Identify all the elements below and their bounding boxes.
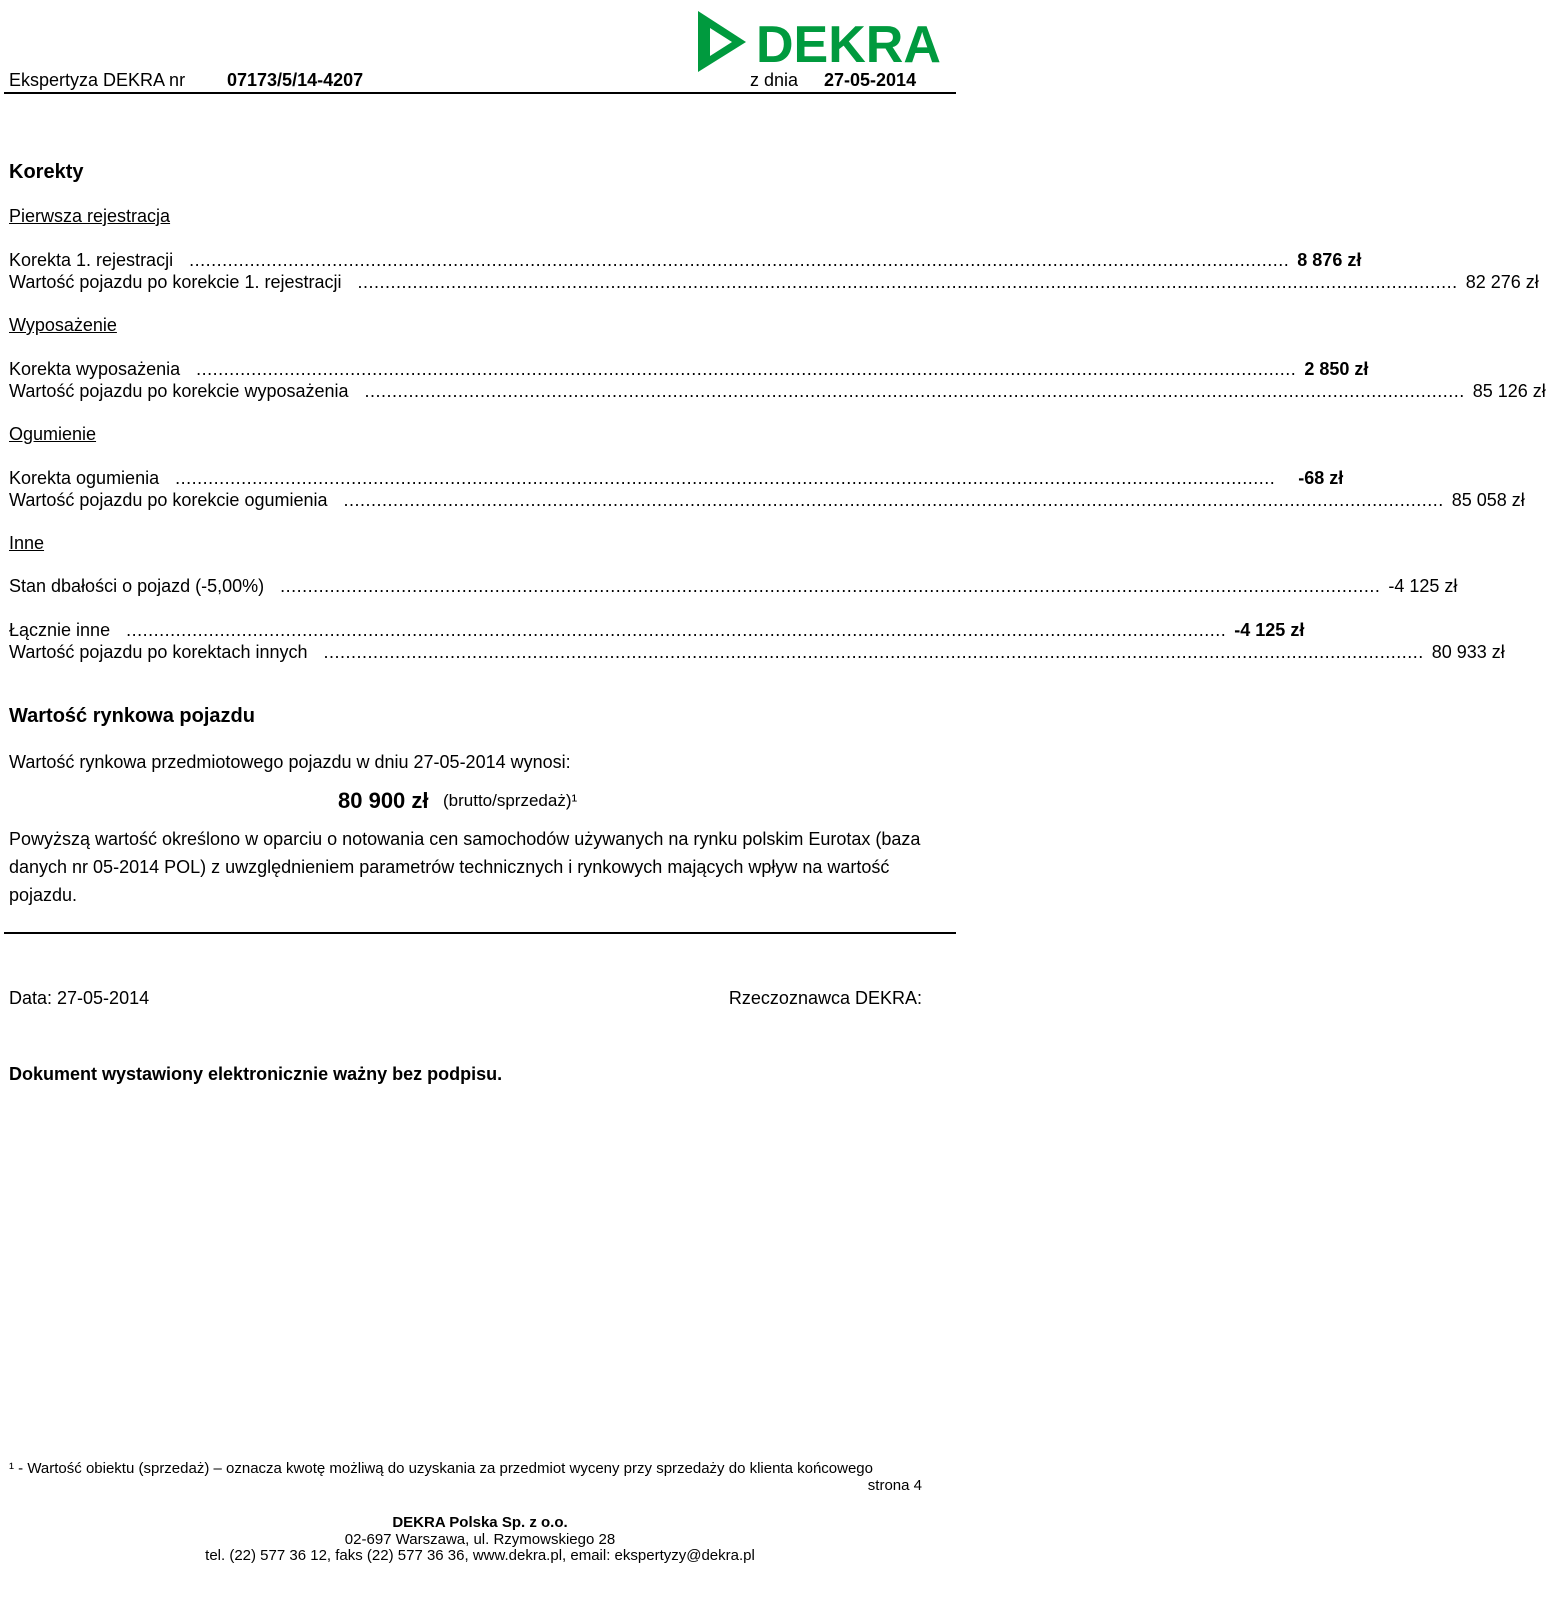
row-value: -4 125 zł (1234, 620, 1305, 640)
dekra-logo (698, 6, 956, 76)
row-label: Korekta 1. rejestracji (9, 250, 174, 270)
row-value: 80 933 zł (1431, 642, 1505, 662)
row-label: Korekta wyposażenia (9, 359, 181, 379)
dot-leader: ........................................................................................................................................................................................................ (343, 490, 1444, 510)
dot-leader: ........................................................................................................................................................................................................ (189, 250, 1290, 270)
group-title-other: Inne (9, 533, 45, 553)
row-label: Stan dbałości o pojazd (-5,00%) (9, 576, 265, 596)
section-divider (4, 932, 956, 934)
page-number: strona 4 (867, 1477, 922, 1494)
logo-wordmark: DEKRA (756, 16, 941, 74)
row-value: -68 zł (1298, 468, 1344, 488)
row-care-condition (9, 576, 1458, 598)
header-date-prefix: z dnia (750, 70, 799, 90)
group-title-tyres: Ogumienie (9, 424, 97, 444)
footer-company: DEKRA Polska Sp. z o.o. (392, 1514, 568, 1531)
row-label: Wartość pojazdu po korektach innych (9, 642, 308, 662)
dot-leader: ........................................................................................................................................................................................................ (323, 642, 1424, 662)
dot-leader: ........................................................................................................................................................................................................ (126, 620, 1227, 640)
group-title-first-registration: Pierwsza rejestracja (9, 206, 171, 226)
row-tyres-correction (9, 468, 1344, 490)
market-value-title: Wartość rynkowa pojazdu (9, 705, 255, 727)
row-value: 85 058 zł (1451, 490, 1525, 510)
row-equipment-correction (9, 359, 1369, 381)
row-label: Łącznie inne (9, 620, 111, 640)
market-value-note: (brutto/sprzedaż)¹ (443, 791, 578, 810)
dot-leader: ........................................................................................................................................................................................................ (280, 576, 1381, 596)
row-label: Korekta ogumienia (9, 468, 160, 488)
row-label: Wartość pojazdu po korekcie ogumienia (9, 490, 328, 510)
dot-leader: ........................................................................................................................................................................................................ (196, 359, 1297, 379)
expertise-number: 07173/5/14-4207 (227, 70, 364, 90)
row-value-after-equipment (9, 381, 1546, 403)
market-value-description: Powyższą wartość określono w oparciu o notowania cen samochodów używanych na rynku polskim Eurotax (baza danych nr 05-2014 POL) z uwzględnieniem parametrów technicznych i rynkowych mających wpływ na wartość pojazdu. (9, 829, 921, 905)
electronic-document-note: Dokument wystawiony elektronicznie ważny bez podpisu. (9, 1064, 503, 1084)
row-other-total (9, 620, 1305, 642)
footer-address: 02-697 Warszawa, ul. Rzymowskiego 28 (344, 1531, 616, 1548)
header-title-prefix: Ekspertyza DEKRA nr (9, 70, 186, 90)
row-value: 8 876 zł (1297, 250, 1362, 270)
expert-label: Rzeczoznawca DEKRA: (728, 988, 922, 1008)
footer-contact: tel. (22) 577 36 12, faks (22) 577 36 36, www.dekra.pl, email: ekspertyzy@dekra.pl (205, 1547, 755, 1564)
dot-leader: ........................................................................................................................................................................................................ (357, 272, 1458, 292)
row-label: Wartość pojazdu po korekcie wyposażenia (9, 381, 349, 401)
row-value-after-tyres (9, 490, 1525, 512)
dot-leader: ........................................................................................................................................................................................................ (175, 468, 1276, 488)
header-date: 27-05-2014 (824, 70, 917, 90)
market-value-amount: 80 900 zł (338, 788, 429, 813)
header-divider (4, 92, 956, 94)
group-title-equipment: Wyposażenie (9, 315, 117, 335)
row-value: 85 126 zł (1472, 381, 1546, 401)
section-title: Korekty (9, 161, 84, 183)
row-label: Wartość pojazdu po korekcie 1. rejestracji (9, 272, 342, 292)
row-value-after-first-registration (9, 272, 1539, 294)
row-value: -4 125 zł (1388, 576, 1458, 596)
footnote: ¹ - Wartość obiektu (sprzedaż) – oznacza kwotę możliwą do uzyskania za przedmiot wyceny przy sprzedaży do klienta końcowego (9, 1460, 873, 1477)
market-value-intro: Wartość rynkowa przedmiotowego pojazdu w dniu 27-05-2014 wynosi: (9, 752, 571, 772)
row-value-after-other (9, 642, 1505, 664)
row-first-registration-correction (9, 250, 1362, 272)
signature-date: Data: 27-05-2014 (9, 988, 150, 1008)
dot-leader: ........................................................................................................................................................................................................ (364, 381, 1465, 401)
row-value: 82 276 zł (1465, 272, 1539, 292)
row-value: 2 850 zł (1304, 359, 1369, 379)
